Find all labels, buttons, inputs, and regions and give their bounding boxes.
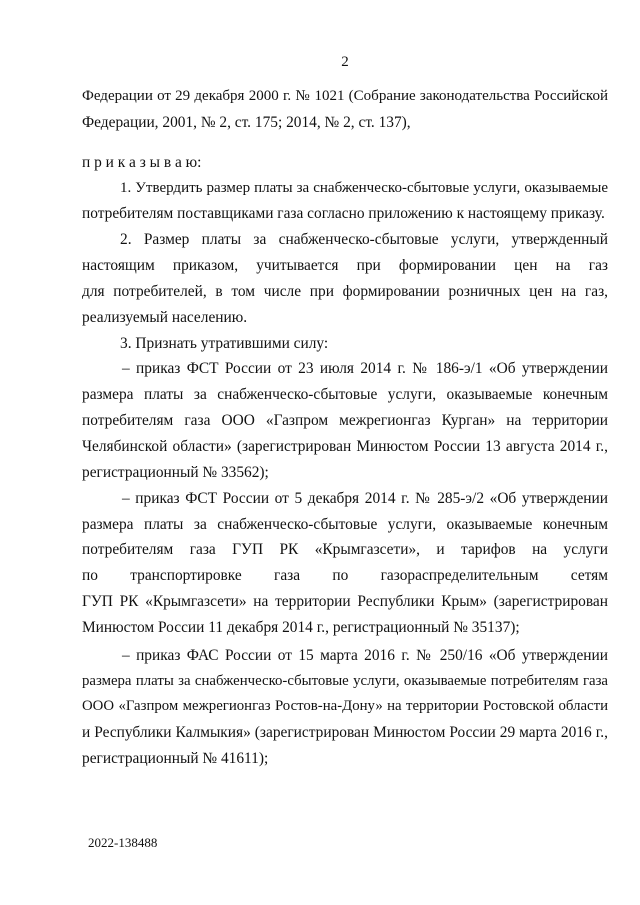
paragraph-continuation bbox=[82, 84, 608, 136]
text-line: потребителям поставщиками газа согласно приложению к настоящему приказу. bbox=[82, 205, 605, 223]
text-line: 1. Утвердить размер платы за снабженческо-сбытовые услуги, оказываемые bbox=[120, 179, 608, 196]
text-line: ООО «Газпром межрегионгаз Ростов-на-Дону» на территории Ростовской области bbox=[82, 698, 608, 715]
text-line: – приказ ФСТ России от 5 декабря 2014 г. № 285-э/2 «Об утверждении bbox=[122, 489, 608, 507]
text-line: 2. Размер платы за снабженческо-сбытовые услуги, утвержденный bbox=[120, 231, 608, 249]
text-line: для потребителей, в том числе при формировании розничных цен на газ, bbox=[82, 282, 608, 300]
text-line: – приказ ФАС России от 15 марта 2016 г. № 250/16 «Об утверждении bbox=[122, 646, 608, 664]
text-line: ГУП РК «Крымгазсети» на территории Республики Крым» (зарегистрирован bbox=[82, 593, 608, 611]
page-number: 2 bbox=[341, 54, 349, 70]
paragraph-item-2 bbox=[82, 227, 608, 330]
text-line: и Республики Калмыкия» (зарегистрирован Минюстом России 29 марта 2016 г., bbox=[82, 724, 608, 742]
text-line: Федерации от 29 декабря 2000 г. № 1021 (Собрание законодательства Российской bbox=[82, 88, 608, 104]
document-code: 2022-138488 bbox=[88, 835, 158, 850]
text-line: потребителям газа ООО «Газпром межрегионгаз Курган» на территории bbox=[82, 412, 608, 430]
text-line: настоящим приказом, учитывается при формировании цен на газ bbox=[82, 257, 608, 275]
text-line: Федерации, 2001, № 2, ст. 175; 2014, № 2, ст. 137), bbox=[82, 113, 411, 131]
text-line: размера платы за снабженческо-сбытовые услуги, оказываемые потребителям газа bbox=[82, 672, 608, 689]
text-line: размера платы за снабженческо-сбытовые услуги, оказываемые конечным bbox=[82, 515, 608, 533]
text-line: реализуемый населению. bbox=[82, 308, 248, 326]
document-body bbox=[82, 84, 608, 772]
paragraph-revoked-2 bbox=[82, 486, 608, 641]
text-line: регистрационный № 33562); bbox=[82, 463, 269, 481]
order-word bbox=[82, 150, 608, 176]
paragraph-item-3 bbox=[82, 331, 608, 357]
text-line: Челябинской области» (зарегистрирован Минюстом России 13 августа 2014 г., bbox=[82, 437, 608, 455]
text-line: п р и к а з ы в а ю: bbox=[82, 153, 202, 171]
paragraph-revoked-3 bbox=[82, 643, 608, 772]
text-line: размера платы за снабженческо-сбытовые услуги, оказываемые конечным bbox=[82, 386, 608, 404]
paragraph-revoked-1 bbox=[82, 356, 608, 485]
paragraph-item-1 bbox=[82, 176, 608, 228]
text-line: Минюстом России 11 декабря 2014 г., регистрационный № 35137); bbox=[82, 618, 520, 636]
text-line: регистрационный № 41611); bbox=[82, 750, 269, 768]
text-line: – приказ ФСТ России от 23 июля 2014 г. № 186-э/1 «Об утверждении bbox=[122, 360, 608, 378]
text-line: по транспортировке газа по газораспределительным сетям bbox=[82, 567, 608, 585]
text-line: 3. Признать утратившими силу: bbox=[120, 334, 329, 352]
text-line: потребителям газа ГУП РК «Крымгазсети», и тарифов на услуги bbox=[82, 541, 608, 559]
